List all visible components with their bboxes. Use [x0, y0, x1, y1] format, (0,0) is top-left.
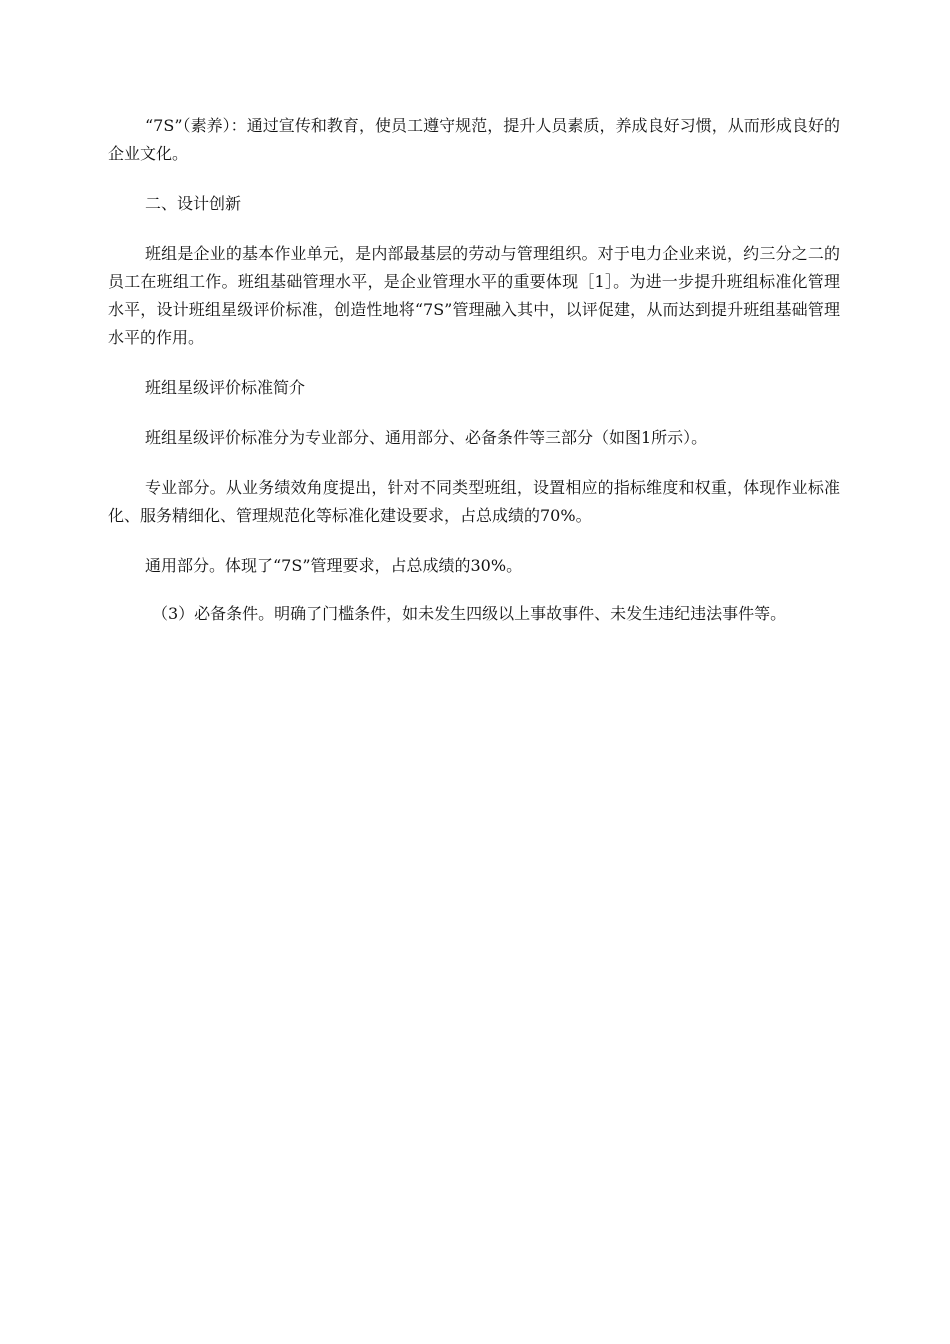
paragraph-7s-literacy: “7S”（素养）：通过宣传和教育，使员工遵守规范，提升人员素质，养成良好习惯，从而形成良好的企业文化。: [108, 116, 840, 163]
paragraph-required-conditions: （3）必备条件。明确了门槛条件，如未发生四级以上事故事件、未发生违纪违法事件等。: [152, 604, 787, 623]
paragraph-general-part: 通用部分。体现了“7S”管理要求，占总成绩的30%。: [145, 556, 523, 575]
subheading-star-rating-intro: 班组星级评价标准简介: [145, 378, 306, 397]
paragraph-team-intro: 班组是企业的基本作业单元，是内部最基层的劳动与管理组织。对于电力企业来说，约三分之二的员工在班组工作。班组基础管理水平，是企业管理水平的重要体现［1］。为进一步提升班组标准化管理水平，设计班组星级评价标准，创造性地将“7S”管理融入其中，以评促建，从而达到提升班组基础管理水平的作用。: [108, 244, 840, 347]
paragraph-rating-parts: 班组星级评价标准分为专业部分、通用部分、必备条件等三部分（如图1所示）。: [145, 428, 708, 447]
section-heading-design-innovation: 二、设计创新: [145, 194, 242, 213]
paragraph-professional-part: 专业部分。从业务绩效角度提出，针对不同类型班组，设置相应的指标维度和权重，体现作业标准化、服务精细化、管理规范化等标准化建设要求，占总成绩的70%。: [108, 478, 840, 525]
document-page: [108, 112, 840, 650]
